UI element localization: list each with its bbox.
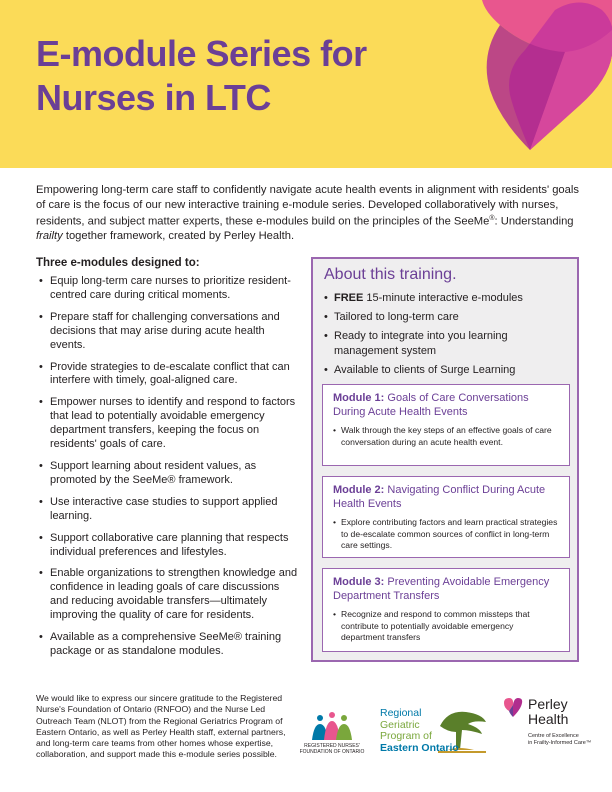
intro-part-1: Empowering long-term care staff to confidently navigate acute health events in alignment with residents' goals of care is the focus of our new interactive training e-module series. Developed collaboratively with nurses, residents, and subject matter experts, these e-modules build on the principles of the SeeMe [36, 184, 579, 228]
rgp-line-2: Geriatric [380, 718, 420, 731]
list-item: • Support learning about resident values, as promoted by the SeeMe® framework. [36, 460, 298, 488]
rgp-wordmark [380, 708, 459, 754]
title-line-1: E-module Series for [36, 33, 367, 74]
training-list [324, 291, 574, 382]
header-banner [0, 0, 612, 168]
perley-health-icon [502, 697, 524, 721]
module-1-name: Goals of Care Conversations During Acute Health Events [333, 392, 529, 418]
list-item: • Tailored to long-term care [324, 310, 574, 325]
list-item: • Provide strategies to de-escalate conflict that can interfere with timely, goal-aligned care. [36, 361, 298, 389]
free-text: 15-minute interactive e-modules [363, 292, 523, 304]
title-line-2: Nurses in LTC [36, 77, 271, 118]
perley-sub-1: Centre of Excellence [528, 733, 579, 739]
list-item: • Prepare staff for challenging conversations and decisions that may arise during acute health events. [36, 311, 298, 353]
rgp-line-4: Eastern Ontario [380, 741, 459, 754]
intro-registered-mark: ® [489, 215, 495, 222]
module-1-label: Module 1: [333, 392, 385, 404]
list-item: • Available to clients of Surge Learning [324, 363, 574, 378]
list-item: • Use interactive case studies to support applied learning. [36, 496, 298, 524]
intro-part-3: together framework, created by Perley Health. [62, 230, 295, 243]
designed-list [36, 275, 298, 667]
training-info-box [311, 257, 579, 662]
intro-paragraph [36, 183, 581, 244]
intro-italic-word: frailty [36, 230, 63, 243]
module-2-name: Navigating Conflict During Acute Health Events [333, 484, 546, 510]
list-item: • Support collaborative care planning that respects individual preferences and lifestyles. [36, 532, 298, 560]
heart-brand-graphic [470, 0, 612, 168]
perley-line-1: Perley [528, 696, 568, 712]
rnfoo-line-1: REGISTERED NURSES' [304, 743, 360, 749]
list-item: • Equip long-term care nurses to prioritize resident-centred care during critical moments. [36, 275, 298, 303]
training-title: About this training. [324, 266, 457, 283]
module-1-title [333, 391, 559, 419]
list-item: • Enable organizations to strengthen knowledge and confidence in leading goals of care discussions and reducing avoidable transfers—ultimately improving the quality of care for residents. [36, 567, 298, 623]
rnfoo-line-2: FOUNDATION OF ONTARIO [299, 749, 365, 755]
perley-line-2: Health [528, 711, 569, 727]
acknowledgement-text: We would like to express our sincere gratitude to the Registered Nurse's Foundation of Ontario (RNFOO) and the Nurse Led Outreach Team (NLOT) from the Regional Geriatrics Program of Eastern Ontario, as well as Perley Health staff, external partners, and long-term care teams from other homes whose expertise, collaboration, and support made this e-module series possible. [36, 693, 286, 760]
list-item: • Ready to integrate into you learning management system [324, 329, 574, 358]
page-title [36, 32, 367, 120]
module-2-title [333, 483, 559, 511]
free-label: FREE [334, 292, 364, 304]
perley-health-wordmark [528, 697, 568, 727]
list-item: • Empower nurses to identify and respond to factors that lead to potentially avoidable emergency department transfers, keeping the focus on residents' goals of care. [36, 396, 298, 452]
module-3-name: Preventing Avoidable Emergency Department Transfers [333, 576, 550, 602]
rgp-line-1: Regional [380, 707, 422, 719]
module-3-label: Module 3: [333, 576, 385, 588]
list-item: • Available as a comprehensive SeeMe® training package or as standalone modules. [36, 631, 298, 659]
module-3-desc: • Recognize and respond to common missteps that contribute to potentially avoidable emergency department transfers [333, 609, 559, 644]
designed-heading: Three e-modules designed to: [36, 257, 200, 269]
perley-health-tagline [528, 733, 591, 746]
intro-part-2: : Understanding [494, 215, 574, 228]
module-2-desc: • Explore contributing factors and learn practical strategies to de-escalate common sources of conflict in long-term care settings. [333, 517, 559, 552]
module-3-card [322, 568, 570, 652]
rnfoo-caption [290, 743, 374, 755]
module-1-desc: • Walk through the key steps of an effective goals of care conversation during an acute health event. [333, 425, 559, 448]
rgp-line-3: Program of [380, 730, 432, 742]
module-1-card [322, 384, 570, 466]
module-2-label: Module 2: [333, 484, 385, 496]
list-item [324, 291, 574, 306]
module-3-title [333, 575, 559, 603]
module-2-card [322, 476, 570, 558]
perley-sub-2: in Frailty-Informed Care™ [528, 739, 592, 746]
